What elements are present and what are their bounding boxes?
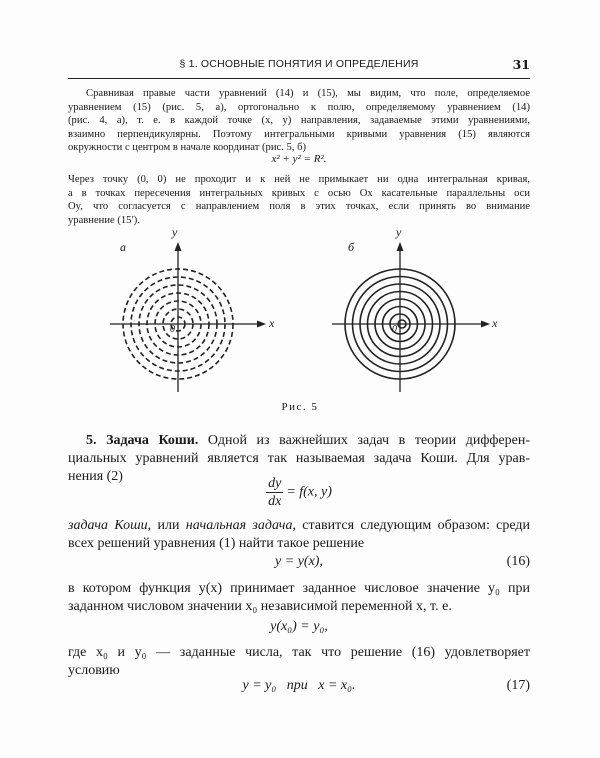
text-line: нения (2)	[68, 469, 123, 484]
equation-circle: x² + y² = R².	[271, 153, 327, 165]
term-cauchy: задача Коши	[68, 518, 148, 533]
header-title: § 1. ОСНОВНЫЕ ПОНЯТИЯ И ОПРЕДЕЛЕНИЯ	[179, 58, 419, 70]
figure-panel-b	[312, 225, 512, 398]
denominator: dx	[268, 494, 282, 509]
paragraph-5	[68, 644, 530, 680]
equation-initial: y(x₀) = y₀,	[270, 619, 328, 634]
panel-b-label: б	[348, 240, 355, 254]
panel-a-label: а	[120, 240, 126, 254]
paragraph-1	[68, 87, 530, 155]
text-line: окружности с центром в начале координат (рис. 5, б)	[68, 142, 307, 154]
text-line: заданном числовом значении x₀ независимой переменной x, т. е.	[68, 599, 452, 614]
text-line: Через точку (0, 0) не проходит и к ней не примыкает ни одна интегральная кривая,	[68, 174, 530, 185]
text-line: уравнением (15) (рис. 5, а), ортогонально к полю, определяемому уравнением (14)	[68, 101, 530, 113]
section-text: Одной из важнейших задач в теории дифферен-	[207, 433, 531, 448]
fraction	[266, 475, 283, 510]
text-line: Сравнивая правые части уравнений (14) и (15), мы видим, что поле, определяемое	[86, 88, 530, 99]
figure-panel-a	[100, 225, 285, 398]
term-initial: начальная задача	[185, 518, 293, 533]
equation-ode	[68, 475, 530, 510]
text-line: уравнение (15′).	[68, 214, 140, 226]
origin-label: 0	[392, 324, 397, 335]
rhs: = f(x, y)	[286, 484, 332, 500]
text-line: всех решений уравнения (1) найти такое решение	[68, 536, 365, 551]
equation-expr: y = y₀ при x = x₀.	[242, 678, 356, 693]
equation-expr: y = y(x),	[275, 554, 323, 569]
header-rule	[68, 78, 530, 79]
text-line: условию	[68, 663, 120, 678]
x-axis-label: x	[269, 316, 275, 330]
text-line: задача Коши, или начальная задача, ставится следующим образом: среди	[68, 518, 530, 533]
page-number: 31	[512, 57, 530, 72]
text-line: Oy, что согласуется с направлением поля в этих точках, если принять во внимание	[68, 201, 530, 213]
paragraph-3	[68, 517, 530, 553]
equation-number: (17)	[506, 678, 530, 693]
section-heading: 5. Задача Коши.	[86, 433, 199, 448]
concentric-solid-circles	[312, 228, 512, 398]
text-line: где x₀ и y₀ — заданные числа, так что решение (16) удовлетворяет	[68, 645, 530, 660]
figure-caption: Рис. 5	[281, 401, 319, 413]
origin-label: 0	[170, 324, 175, 335]
running-header	[68, 58, 530, 78]
text-line: (рис. 4, а), т. е. в каждой точке (x, y) направления, задаваемые этими уравнениями,	[68, 115, 530, 127]
y-axis-label: y	[172, 225, 178, 239]
paragraph-2	[68, 173, 530, 227]
equation-16	[68, 553, 530, 571]
equation-number: (16)	[506, 554, 530, 569]
numerator: dy	[268, 476, 282, 491]
text-line: циальных уравнений является так называемая задача Коши. Для урав-	[68, 451, 530, 466]
text-line: в котором функция y(x) принимает заданное числовое значение y₀ при	[68, 581, 530, 596]
text-line	[68, 432, 530, 450]
y-axis-label: y	[396, 225, 402, 239]
equation-17	[68, 677, 530, 695]
concentric-dashed-circles	[100, 228, 285, 398]
paragraph-4	[68, 580, 530, 616]
x-axis-label: x	[492, 316, 498, 330]
text-line: а в точках пересечения интегральных кривых с осью Ox касательные параллельны оси	[68, 187, 530, 199]
text-line: взаимно перпендикулярны. Поэтому интегральными кривыми уравнения (15) являются	[68, 128, 530, 140]
